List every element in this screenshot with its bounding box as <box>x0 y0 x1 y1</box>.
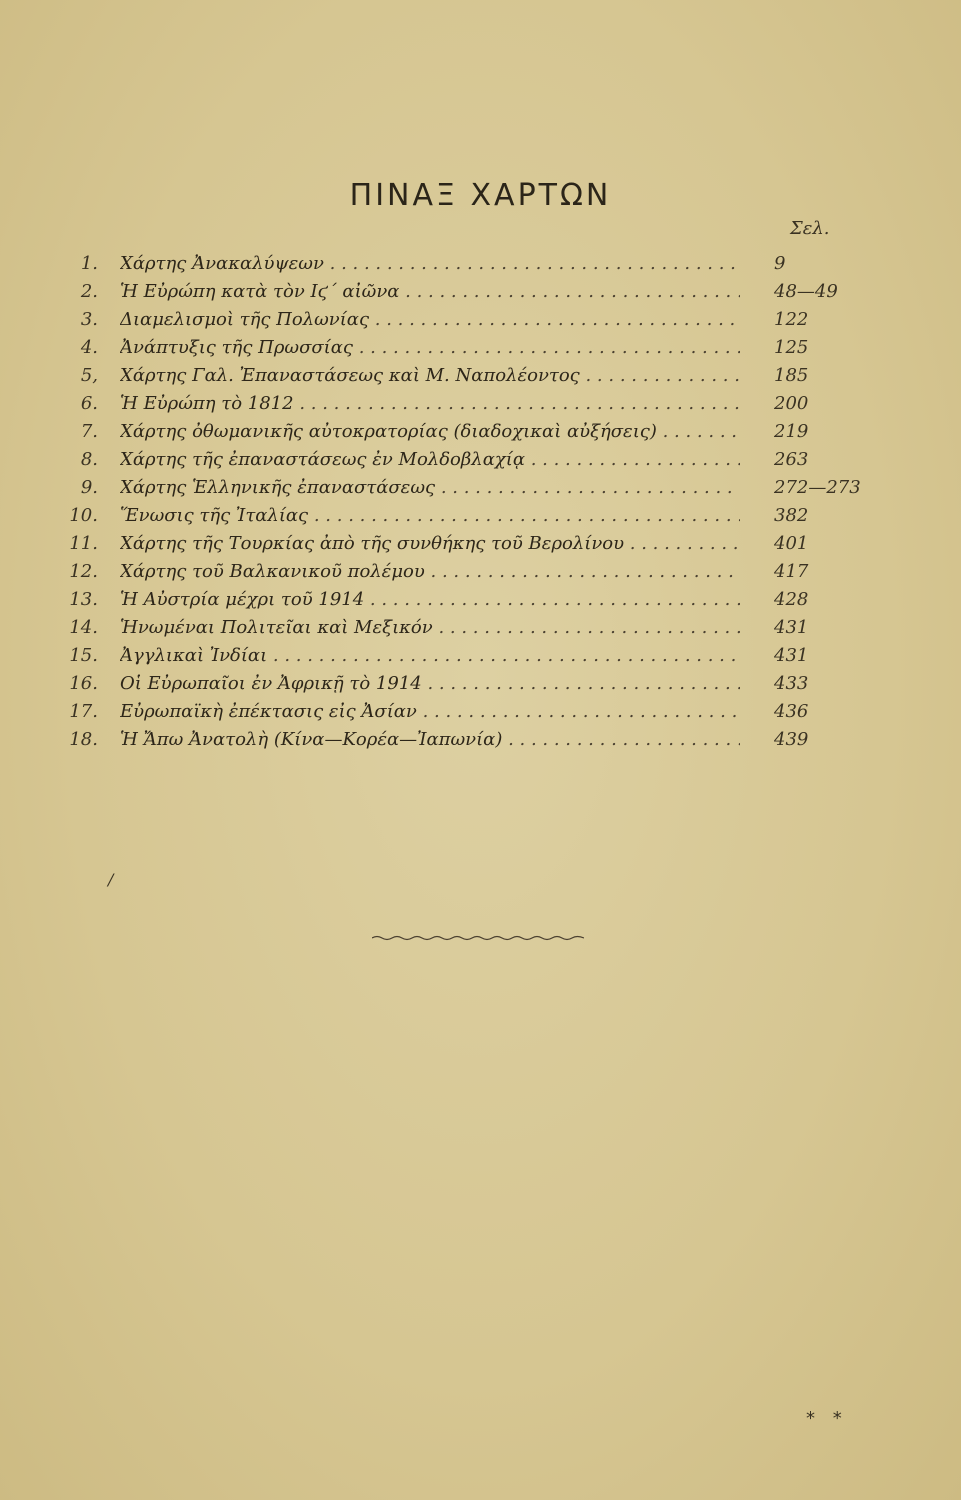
list-item <box>0 698 961 726</box>
entry-number: 4. <box>80 337 98 358</box>
entry-number: 9. <box>80 477 98 498</box>
entry-title: Εὐρωπαϊκὴ ἐπέκτασις εἰς Ἀσίαν . . . <box>120 698 740 726</box>
entry-number: 16. <box>69 673 98 694</box>
list-item <box>0 502 961 530</box>
entry-number: 6. <box>80 393 98 414</box>
entry-number: 7. <box>80 421 98 442</box>
entry-title: Χάρτης Ἑλληνικῆς ἐπαναστάσεως . . . <box>120 474 740 502</box>
entry-page: 263 <box>774 449 809 470</box>
entry-page: 48—49 <box>774 281 838 302</box>
entry-page: 185 <box>774 365 809 386</box>
entry-number: 2. <box>80 281 98 302</box>
decorative-divider <box>372 934 584 942</box>
entry-number: 13. <box>69 589 98 610</box>
entry-page: 433 <box>774 673 809 694</box>
entry-number: 10. <box>69 505 98 526</box>
entry-number: 11. <box>69 533 98 554</box>
entry-title: Χάρτης τῆς ἐπαναστάσεως ἐν Μολδοβλαχίᾳ . . . <box>120 446 740 474</box>
list-item <box>0 250 961 278</box>
entry-title: Χάρτης ὀθωμανικῆς αὐτοκρατορίας (διαδοχικαὶ αὐξήσεις) . . . <box>120 418 740 446</box>
list-item <box>0 474 961 502</box>
list-item <box>0 642 961 670</box>
entry-page: 401 <box>774 533 809 554</box>
list-item <box>0 278 961 306</box>
entry-title: Ἡ Εὐρώπη τὸ 1812 . . . <box>120 390 740 418</box>
list-item <box>0 446 961 474</box>
entry-page: 9 <box>774 253 786 274</box>
entry-number: 3. <box>80 309 98 330</box>
list-item <box>0 726 961 754</box>
entry-title: Χάρτης τοῦ Βαλκανικοῦ πολέμου . . . <box>120 558 740 586</box>
entry-title: Ἡ Αὐστρία μέχρι τοῦ 1914 . . . <box>120 586 740 614</box>
list-item <box>0 306 961 334</box>
entry-page: 417 <box>774 561 809 582</box>
list-item <box>0 614 961 642</box>
entry-number: 1. <box>80 253 98 274</box>
page-column-label: Σελ. <box>790 218 830 239</box>
entry-title: Διαμελισμοὶ τῆς Πολωνίας . . . <box>120 306 740 334</box>
entry-page: 219 <box>774 421 809 442</box>
entry-title: Ἕνωσις τῆς Ἰταλίας . . . <box>120 502 740 530</box>
list-item <box>0 362 961 390</box>
entry-number: 18. <box>69 729 98 750</box>
entry-title: Ἡ Ἄπω Ἀνατολὴ (Κίνα—Κορέα—Ἰαπωνία) . . . <box>120 726 740 754</box>
entry-page: 272—273 <box>774 477 861 498</box>
entry-number: 12. <box>69 561 98 582</box>
stray-ink-mark: / <box>108 870 114 889</box>
entry-title: Ἡ Εὐρώπη κατὰ τὸν Ιϛ΄ αἰῶνα . . . <box>120 278 740 306</box>
entry-number: 14. <box>69 617 98 638</box>
list-item <box>0 390 961 418</box>
entry-title: Οἱ Εὐρωπαῖοι ἐν Ἀφρικῇ τὸ 1914 . . . <box>120 670 740 698</box>
footer-asterisks: * * <box>806 1408 848 1429</box>
entry-title: Ἀνάπτυξις τῆς Πρωσσίας . . . <box>120 334 740 362</box>
entry-page: 125 <box>774 337 809 358</box>
entry-page: 439 <box>774 729 809 750</box>
list-item <box>0 418 961 446</box>
list-item <box>0 670 961 698</box>
entry-number: 17. <box>69 701 98 722</box>
entry-page: 122 <box>774 309 809 330</box>
list-item <box>0 334 961 362</box>
entry-number: 8. <box>80 449 98 470</box>
entry-number: 15. <box>69 645 98 666</box>
entry-page: 431 <box>774 645 809 666</box>
entry-page: 428 <box>774 589 809 610</box>
entry-page: 200 <box>774 393 809 414</box>
page-title: ΠΙΝΑΞ ΧΑΡΤΩΝ <box>349 178 612 213</box>
list-item <box>0 558 961 586</box>
entry-title: Χάρτης τῆς Τουρκίας ἀπὸ τῆς συνθήκης τοῦ Βερολίνου . . . <box>120 530 740 558</box>
entry-title: Ἡνωμέναι Πολιτεῖαι καὶ Μεξικόν . . . <box>120 614 740 642</box>
list-item <box>0 586 961 614</box>
entry-page: 436 <box>774 701 809 722</box>
entry-page: 382 <box>774 505 809 526</box>
entry-page: 431 <box>774 617 809 638</box>
entry-title: Ἀγγλικαὶ Ἰνδίαι . . . <box>120 642 740 670</box>
entry-title: Χάρτης Ἀνακαλύψεων . . . <box>120 250 740 278</box>
list-item <box>0 530 961 558</box>
entry-title: Χάρτης Γαλ. Ἐπαναστάσεως καὶ Μ. Ναπολέοντος . . . <box>120 362 740 390</box>
entry-number: 5, <box>80 365 98 386</box>
